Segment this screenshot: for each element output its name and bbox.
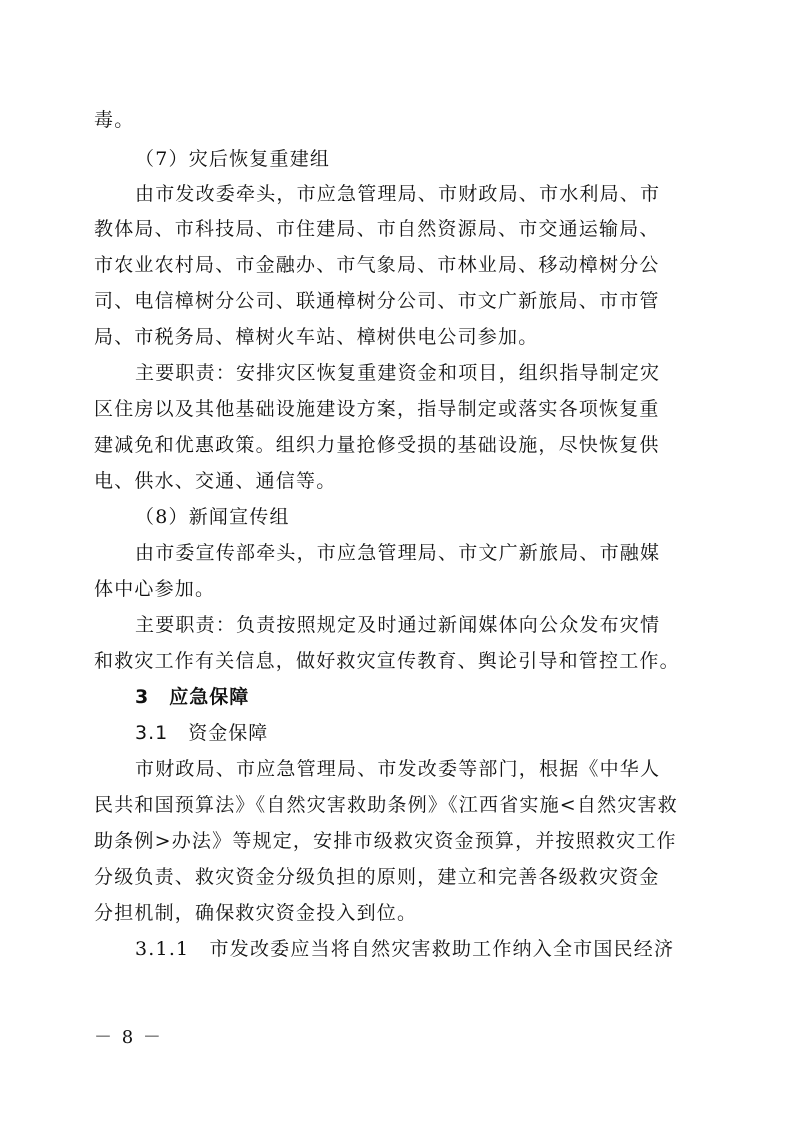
text-line: 主要职责：负责按照规定及时通过新闻媒体向公众发布灾情 [135,614,661,636]
chapter-heading-emergency-support: 3 应急保障 [135,686,250,708]
text-line: 和救灾工作有关信息，做好救灾宣传教育、舆论引导和管控工作。 [94,650,680,672]
text-line: 体中心参加。 [94,578,216,600]
text-line: 助条例>办法》等规定，安排市级救灾资金预算，并按照救灾工作 [94,830,677,852]
subsection-heading-funding: 3.1 资金保障 [135,722,269,744]
text-line: 分担机制，确保救灾资金投入到位。 [94,902,418,924]
text-line: 由市委宣传部牵头，市应急管理局、市文广新旅局、市融媒 [135,542,661,564]
text-line: 建减免和优惠政策。组织力量抢修受损的基础设施，尽快恢复供 [94,434,660,456]
text-line: 分级负责、救灾资金分级负担的原则，建立和完善各级救灾资金 [94,866,660,888]
text-line: 毒。 [94,109,135,131]
text-line: 电、供水、交通、通信等。 [94,470,337,492]
text-line: 3.1.1 市发改委应当将自然灾害救助工作纳入全市国民经济 [135,938,675,960]
text-line: 市财政局、市应急管理局、市发改委等部门，根据《中华人 [135,758,661,780]
text-line: 民共和国预算法》《自然灾害救助条例》《江西省实施<自然灾害救 [94,794,678,816]
text-line: 市农业农村局、市金融办、市气象局、市林业局、移动樟树分公 [94,254,660,276]
section-heading-recovery: （7）灾后恢复重建组 [135,148,331,170]
page-number: － 8 － [94,1027,163,1048]
text-line: 教体局、市科技局、市住建局、市自然资源局、市交通运输局、 [94,218,660,240]
text-line: 区住房以及其他基础设施建设方案，指导制定或落实各项恢复重 [94,398,660,420]
section-heading-publicity: （8）新闻宣传组 [135,506,290,528]
text-line: 主要职责：安排灾区恢复重建资金和项目，组织指导制定灾 [135,362,661,384]
text-line: 由市发改委牵头，市应急管理局、市财政局、市水利局、市 [135,183,661,205]
text-line: 司、电信樟树分公司、联通樟树分公司、市文广新旅局、市市管 [94,290,660,312]
text-line: 局、市税务局、樟树火车站、樟树供电公司参加。 [94,326,539,348]
